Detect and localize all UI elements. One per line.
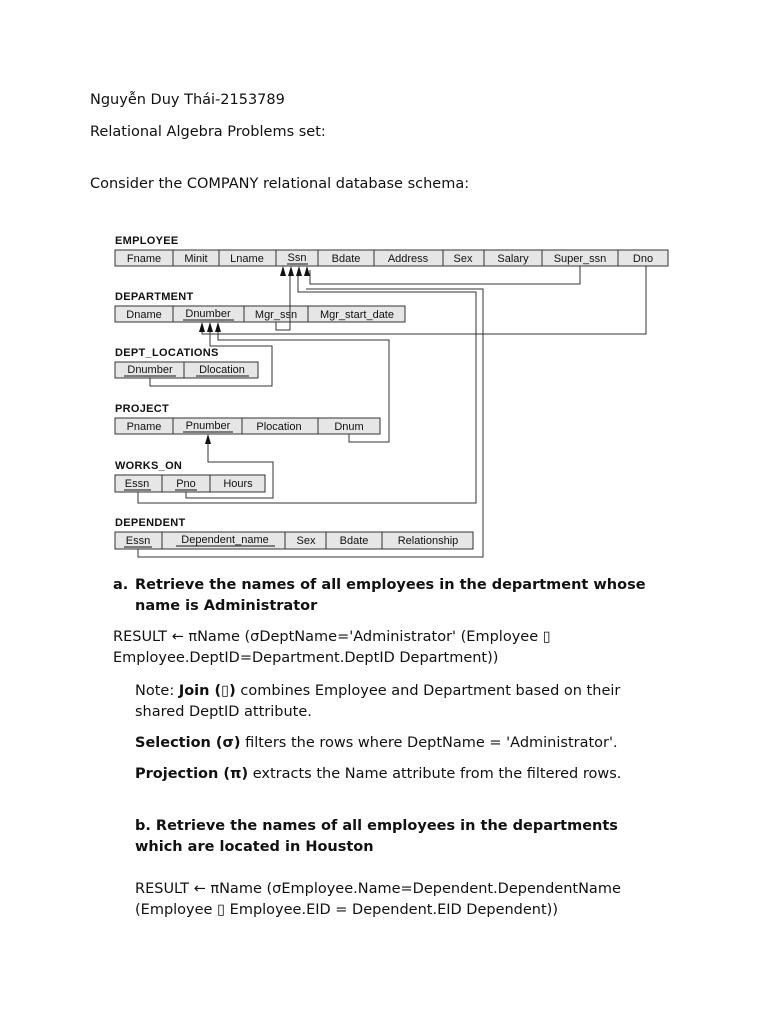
project-label: PROJECT [115,403,170,415]
works-on-label: WORKS_ON [115,460,183,472]
question-b-heading [135,816,618,858]
question-b-result-line2: (Employee ▯ Employee.EID = Dependent.EID Dependent)) [135,902,558,918]
note-prefix: Note: [135,683,179,699]
employee-attr-salary: Salary [497,253,529,265]
join-description: combines Employee and Department based on their [235,683,621,699]
dependent-attr-sex: Sex [296,535,316,547]
employee-label: EMPLOYEE [115,235,179,247]
question-b-line1: b. Retrieve the names of all employees in the departments [135,818,618,834]
question-a-marker: a. [113,577,129,593]
author-line: Nguyễn Duy Thái-2153789 [90,92,285,108]
projection-term: Projection (π) [135,766,249,782]
projection-note [135,764,621,785]
dependent-attr-essn: Essn [125,535,151,547]
employee-attr-address: Address [387,253,429,265]
dept-locations-label: DEPT_LOCATIONS [115,347,219,359]
question-b-result [135,879,621,921]
works-on-attr-essn: Essn [124,478,150,490]
join-note [135,681,620,723]
project-attr-pnumber: Pnumber [185,420,231,432]
employee-attr-ssn: Ssn [287,252,307,264]
dependent-attr-dependent-name: Dependent_name [181,534,269,546]
department-attr-dname: Dname [126,309,162,321]
join-description-line2: shared DeptID attribute. [135,704,312,720]
employee-attr-fname: Fname [126,253,162,265]
question-b-result-line1: RESULT ← πName (σEmployee.Name=Dependent.DependentName [135,881,621,897]
employee-attr-sex: Sex [453,253,473,265]
document-title: Relational Algebra Problems set: [90,124,326,140]
dept-locations-attr-dnumber: Dnumber [127,364,173,376]
department-attr-mgr-ssn: Mgr_ssn [254,309,298,321]
intro-text: Consider the COMPANY relational database schema: [90,176,470,192]
join-term: Join (▯) [178,683,236,699]
employee-attr-dno: Dno [632,253,654,265]
dept-locations-attr-dlocation: Dlocation [199,364,245,376]
project-attr-pname: Pname [126,421,162,433]
selection-description: filters the rows where DeptName = 'Administrator'. [240,735,618,751]
question-a-heading [135,575,646,617]
question-a-result [113,627,551,669]
question-b-line2: which are located in Houston [135,839,374,855]
question-a-result-line2: Employee.DeptID=Department.DeptID Department)) [113,650,499,666]
employee-attr-super-ssn: Super_ssn [553,253,607,265]
selection-term: Selection (σ) [135,735,241,751]
employee-attr-minit: Minit [184,253,208,265]
dependent-attr-bdate: Bdate [339,535,369,547]
dependent-attr-relationship: Relationship [397,535,459,547]
employee-attr-bdate: Bdate [331,253,361,265]
question-a-line1: Retrieve the names of all employees in the department whose [135,577,646,593]
works-on-attr-pno: Pno [176,478,196,490]
question-a-line2: name is Administrator [135,598,318,614]
selection-note [135,733,618,754]
project-attr-plocation: Plocation [256,421,302,433]
question-a-result-line1: RESULT ← πName (σDeptName='Administrator' (Employee ▯ [113,629,551,645]
works-on-attr-hours: Hours [223,478,253,490]
employee-attr-lname: Lname [230,253,264,265]
projection-description: extracts the Name attribute from the filtered rows. [248,766,622,782]
dependent-label: DEPENDENT [115,517,186,529]
department-attr-mgr-start-date: Mgr_start_date [320,309,394,321]
project-attr-dnum: Dnum [334,421,364,433]
department-label: DEPARTMENT [115,291,194,303]
department-attr-dnumber: Dnumber [185,308,231,320]
